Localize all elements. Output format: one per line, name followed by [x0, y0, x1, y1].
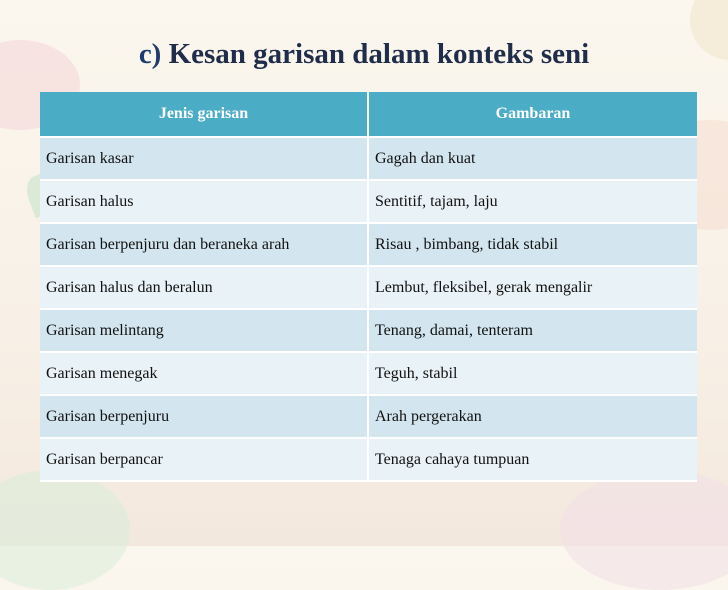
cell-gambaran: Lembut, fleksibel, gerak mengalir	[368, 266, 697, 309]
cell-gambaran: Sentitif, tajam, laju	[368, 180, 697, 223]
table-row	[40, 309, 697, 352]
cell-jenis: Garisan berpenjuru dan beraneka arah	[40, 223, 368, 266]
cell-jenis: Garisan kasar	[40, 137, 368, 180]
table-row	[40, 438, 697, 481]
background-decoration	[560, 470, 728, 590]
background-decoration	[0, 470, 130, 590]
cell-jenis: Garisan melintang	[40, 309, 368, 352]
cell-jenis: Garisan halus	[40, 180, 368, 223]
header-gambaran: Gambaran	[368, 92, 697, 137]
title-prefix: c)	[138, 38, 162, 70]
cell-gambaran: Tenaga cahaya tumpuan	[368, 438, 697, 481]
cell-jenis: Garisan halus dan beralun	[40, 266, 368, 309]
title-text: Kesan garisan dalam konteks seni	[168, 38, 590, 70]
table-row	[40, 180, 697, 223]
cell-gambaran: Gagah dan kuat	[368, 137, 697, 180]
table-row	[40, 223, 697, 266]
cell-gambaran: Teguh, stabil	[368, 352, 697, 395]
cell-gambaran: Arah pergerakan	[368, 395, 697, 438]
table-row	[40, 352, 697, 395]
table-row	[40, 266, 697, 309]
header-jenis-garisan: Jenis garisan	[40, 92, 368, 137]
table-row	[40, 395, 697, 438]
cell-jenis: Garisan menegak	[40, 352, 368, 395]
cell-gambaran: Risau , bimbang, tidak stabil	[368, 223, 697, 266]
slide-title	[0, 38, 728, 71]
table-header-row	[40, 92, 697, 137]
cell-gambaran: Tenang, damai, tenteram	[368, 309, 697, 352]
cell-jenis: Garisan berpenjuru	[40, 395, 368, 438]
table-row	[40, 137, 697, 180]
cell-jenis: Garisan berpancar	[40, 438, 368, 481]
line-impression-table	[40, 92, 697, 482]
